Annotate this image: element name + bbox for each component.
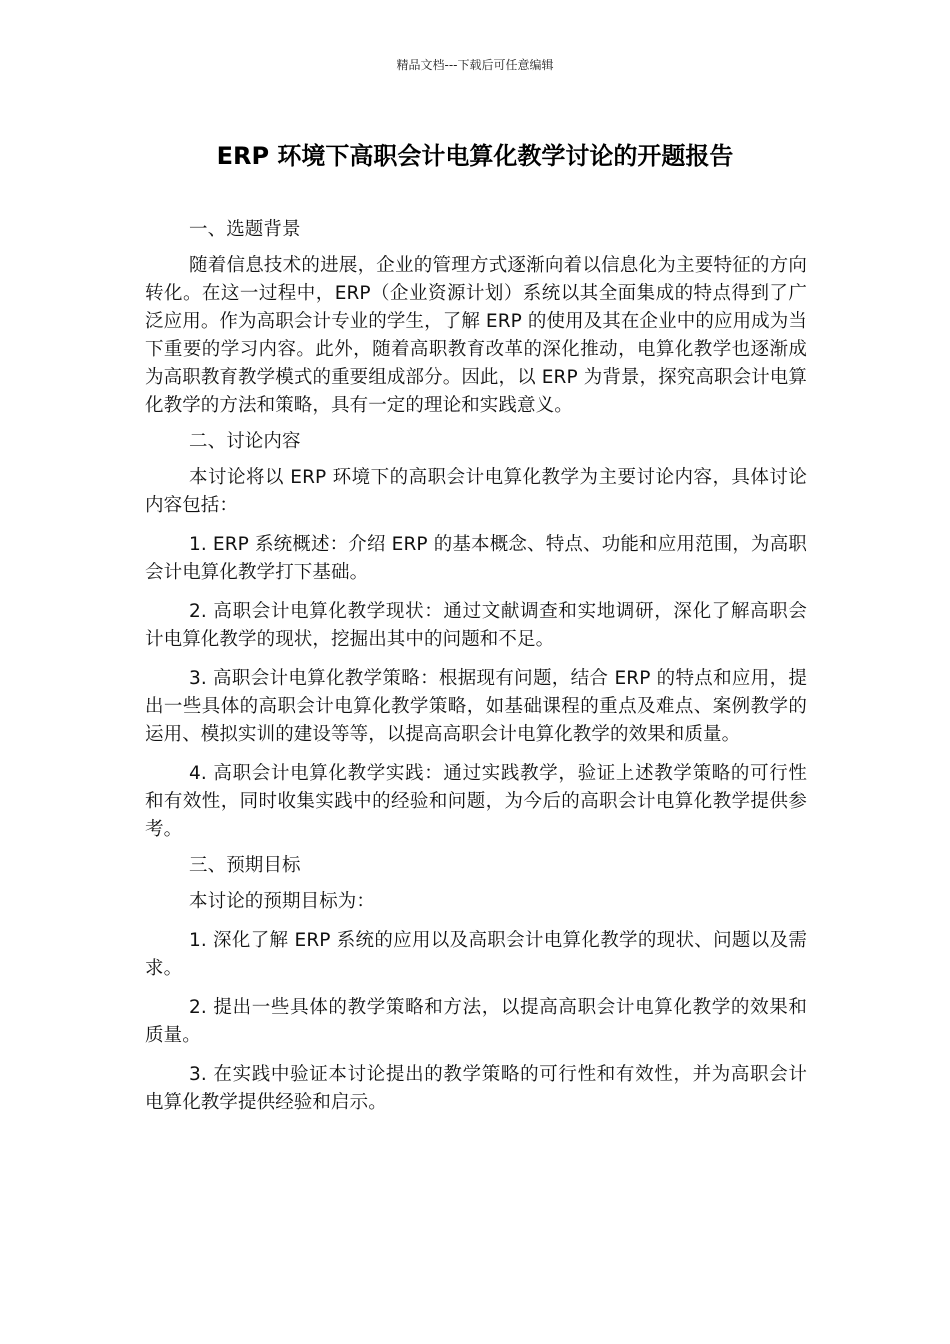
paragraph-content-intro: 本讨论将以 ERP 环境下的高职会计电算化教学为主要讨论内容，具体讨论内容包括：	[145, 467, 807, 516]
list-item-content-3: 3. 高职会计电算化教学策略：根据现有问题，结合 ERP 的特点和应用，提出一些具体的高职会计电算化教学策略，如基础课程的重点及难点、案例教学的运用、模拟实训的建设等等，以提高高职会计电算化教学的效果和质量。	[145, 668, 807, 745]
list-item-goal-2: 2. 提出一些具体的教学策略和方法，以提高高职会计电算化教学的效果和质量。	[145, 997, 807, 1046]
list-item-content-1: 1. ERP 系统概述：介绍 ERP 的基本概念、特点、功能和应用范围，为高职会计电算化教学打下基础。	[145, 534, 807, 583]
section-heading-background: 一、选题背景	[189, 219, 301, 240]
header-note: 精品文档---下载后可任意编辑	[396, 58, 554, 72]
document-body	[145, 216, 807, 1117]
list-item-content-4: 4. 高职会计电算化教学实践：通过实践教学，验证上述教学策略的可行性和有效性，同时收集实践中的经验和问题，为今后的高职会计电算化教学提供参考。	[145, 763, 807, 840]
section-heading-content: 二、讨论内容	[189, 431, 301, 452]
paragraph-background: 随着信息技术的进展，企业的管理方式逐渐向着以信息化为主要特征的方向转化。在这一过程中，ERP（企业资源计划）系统以其全面集成的特点得到了广泛应用。作为高职会计专业的学生，了解 ERP 的使用及其在企业中的应用成为当下重要的学习内容。此外，随着高职教育改革的深化推动，电算化教学也逐渐成为高职教育教学模式的重要组成部分。因此，以 ERP 为背景，探究高职会计电算化教学的方法和策略，具有一定的理论和实践意义。	[145, 255, 807, 416]
list-item-content-2: 2. 高职会计电算化教学现状：通过文献调查和实地调研，深化了解高职会计电算化教学的现状，挖掘出其中的问题和不足。	[145, 601, 807, 650]
list-item-goal-3: 3. 在实践中验证本讨论提出的教学策略的可行性和有效性，并为高职会计电算化教学提供经验和启示。	[145, 1064, 807, 1113]
section-heading-goals: 三、预期目标	[189, 855, 301, 876]
list-item-goal-1: 1. 深化了解 ERP 系统的应用以及高职会计电算化教学的现状、问题以及需求。	[145, 930, 807, 979]
document-title: ERP 环境下高职会计电算化教学讨论的开题报告	[216, 142, 734, 170]
paragraph-goals-intro: 本讨论的预期目标为：	[189, 891, 376, 912]
